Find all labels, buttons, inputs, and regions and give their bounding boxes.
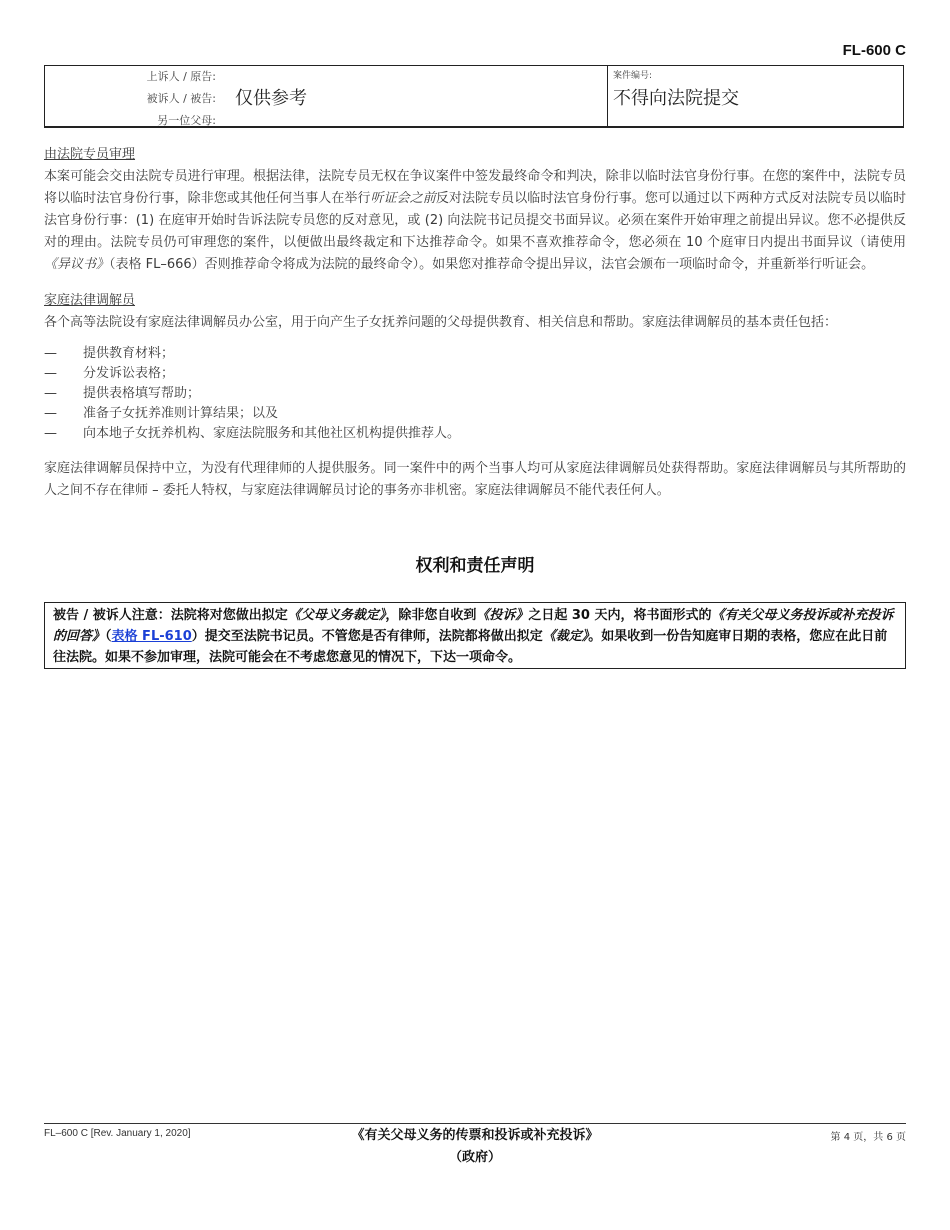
- list-item: [44, 344, 906, 364]
- body-content: [44, 144, 906, 502]
- respondent-notice-box: [44, 602, 906, 669]
- footer-title: 《有关父母义务的传票和投诉或补充投诉》: [351, 1128, 599, 1143]
- other-parent-label: 另一位父母:: [157, 114, 216, 127]
- notice-text-6: 。如果收到一份告知庭审日期的表格，您应在此日前往法院。如果不参加审理，法院可能会在不考虑您意见的情况下，下达一项命令。: [53, 629, 888, 665]
- commissioner-text-2: 反对法院专员以临时法官身份行事。您可以通过以下两种方式反对法院专员以临时法官身份行事：(1) 在庭审开始时告诉法院专员您的反对意见，或 (2) 向法院书记员提交书面异议。必须在案件开始审理之前提出异议。您不必提供反对的理由。法院专员仍可审理您的案件，以便做出最终裁定和下达推荐命令。如果不喜欢推荐命令，您必须在 10 个庭审日内提出书面异议（请使用: [44, 191, 906, 250]
- parties-box: [45, 66, 608, 126]
- list-item: [44, 364, 906, 384]
- form-fl610-link[interactable]: 表格 FL-610: [111, 629, 192, 644]
- commissioner-paragraph: [44, 166, 906, 276]
- notice-italic-1: 《父母义务裁定》: [287, 608, 386, 623]
- commissioner-text-3: （表格 FL–666）否则推荐命令将成为法院的最终命令）。如果您对推荐命令提出异议，法官会颁布一项临时命令，并重新举行听证会。: [109, 257, 875, 272]
- dash: —: [44, 406, 57, 421]
- notice-italic-2: 《投诉》: [476, 608, 529, 623]
- dash: —: [44, 426, 57, 441]
- dash: —: [44, 346, 57, 361]
- rights-title: 权利和责任声明: [415, 556, 535, 576]
- commissioner-italic-2: 《异议书》: [44, 257, 110, 272]
- duty-text: 准备子女抚养准则计算结果；以及: [83, 406, 279, 421]
- notice-italic-5: 《裁定》: [542, 629, 589, 644]
- list-item: [44, 424, 906, 444]
- form-id: FL-600 C: [842, 42, 906, 59]
- case-number-value: 不得向法院提交: [613, 88, 739, 109]
- duty-text: 提供表格填写帮助；: [83, 386, 201, 401]
- duty-text: 分发诉讼表格；: [83, 366, 175, 381]
- dash: —: [44, 386, 57, 401]
- footer-form-rev: FL–600 C [Rev. January 1, 2020]: [44, 1128, 191, 1139]
- footer-divider: [44, 1123, 906, 1124]
- facilitator-heading: 家庭法律调解员: [44, 293, 136, 308]
- duty-text: 向本地子女抚养机构、家庭法院服务和其他社区机构提供推荐人。: [83, 426, 461, 441]
- commissioner-heading: 由法院专员审理: [44, 147, 136, 162]
- facilitator-duties-list: [44, 344, 906, 444]
- case-caption: [44, 65, 904, 128]
- list-item: [44, 404, 906, 424]
- facilitator-closing: 家庭法律调解员保持中立，为没有代理律师的人提供服务。同一案件中的两个当事人均可从家庭法律调解员处获得帮助。家庭法律调解员与其所帮助的人之间不存在律师 – 委托人特权，与家庭法律调解员讨论的事务亦非机密。家庭法律调解员不能代表任何人。: [44, 461, 906, 498]
- notice-text-1: 被告 / 被诉人注意：法院将对您做出拟定: [53, 608, 288, 623]
- notice-text-3: 之日起 30 天内，将书面形式的: [528, 608, 712, 623]
- commissioner-italic-1: 听证会之前: [370, 191, 436, 206]
- commissioner-text-1: 本案可能会交由法院专员进行审理。根据法律，法院专员无权在争议案件中签发最终命令和判决，除非以临时法官身份行事。在您的案件中，法院专员将以临时法官身份行事，除非您或其他任何当事人在举行: [44, 169, 906, 206]
- footer-subtitle: （政府）: [448, 1150, 501, 1165]
- notice-italic-3: 《有关父母义务投诉或补充投诉的回答》: [53, 608, 894, 644]
- footer-page-number: 第 4 页，共 6 页: [830, 1132, 906, 1143]
- duty-text: 提供教育材料；: [83, 346, 175, 361]
- facilitator-intro: 各个高等法院设有家庭法律调解员办公室，用于向产生子女抚养问题的父母提供教育、相关信息和帮助。家庭法律调解员的基本责任包括：: [44, 315, 838, 330]
- case-number-label: 案件编号:: [613, 71, 653, 81]
- list-item: [44, 384, 906, 404]
- notice-text-5: ）提交至法院书记员。不管您是否有律师，法院都将做出拟定: [191, 629, 543, 644]
- party-value: 仅供参考: [235, 88, 307, 109]
- notice-text-4: （: [105, 629, 112, 644]
- appellant-label: 上诉人 / 原告:: [146, 70, 216, 83]
- case-number-box: [608, 66, 903, 126]
- notice-text-2: ，除非您自收到: [385, 608, 477, 623]
- footer-title-block: [0, 1125, 950, 1169]
- respondent-label: 被诉人 / 被告:: [146, 92, 216, 105]
- dash: —: [44, 366, 57, 381]
